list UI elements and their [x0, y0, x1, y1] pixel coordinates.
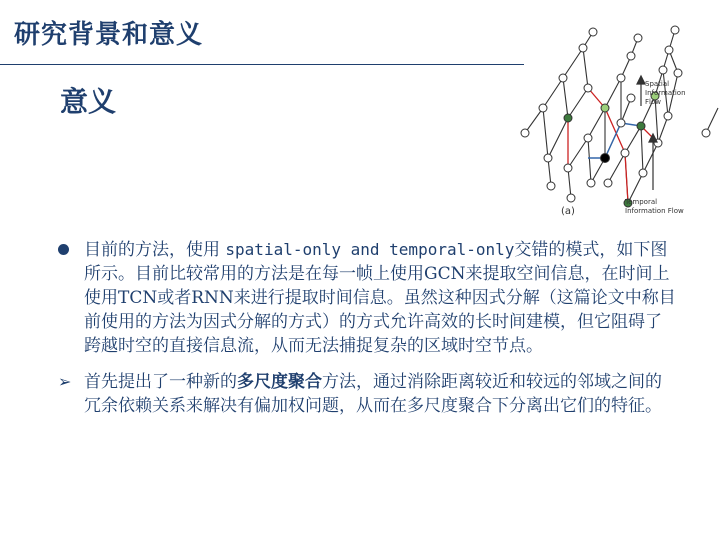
- arrow-bullet-icon: ➢: [58, 372, 72, 391]
- spatial-flow-label-2: Information: [645, 89, 686, 97]
- section-subtitle: 意义: [60, 85, 117, 118]
- spatiotemporal-graph-figure: [513, 8, 720, 218]
- title-divider: [0, 64, 524, 65]
- bullet-text-2b: 多尺度聚合: [237, 372, 322, 392]
- bullet-text-1b: spatial-only and temporal-only: [225, 240, 515, 259]
- bullet-item-multiscale: [58, 370, 678, 418]
- bullet-item-current-methods: [58, 238, 678, 358]
- graph-nodes: [521, 26, 710, 207]
- temporal-flow-label-2: Information Flow: [625, 207, 684, 215]
- slide-title: 研究背景和意义: [14, 20, 204, 50]
- bullet-dot-icon: [58, 238, 80, 262]
- graph-edges: [525, 30, 718, 203]
- bullet-text-2c: 方法，通过消除距离较近和较远的邻域之间的冗余依赖关系来解决有偏加权问题，从而在多尺度聚合下分离出它们的特征。: [84, 372, 662, 416]
- bullet-text-1a: 目前的方法，使用: [84, 240, 226, 260]
- bullet-text-2a: 首先提出了一种新的: [84, 372, 237, 392]
- bullet-list: [58, 238, 678, 430]
- bullet-text-1c: 交错的模式，如下图所示。目前比较常用的方法是在每一帧上使用GCN来提取空间信息，在时间上使用TCN或者RNN来进行提取时间信息。虽然这种因式分解（这篇论文中称目前使用的方法为因式分解的方式）的方式允许高效的长时间建模，但它阻碍了跨越时空的直接信息流，从而无法捕捉复杂的区域时空节点。: [84, 240, 676, 356]
- graph-diagram: [513, 8, 720, 218]
- temporal-flow-label-1: Temporal: [625, 198, 658, 206]
- panel-label: (a): [561, 206, 575, 217]
- spatial-flow-label-3: Flow: [645, 98, 661, 106]
- spatial-flow-label-1: Spatial: [645, 80, 670, 88]
